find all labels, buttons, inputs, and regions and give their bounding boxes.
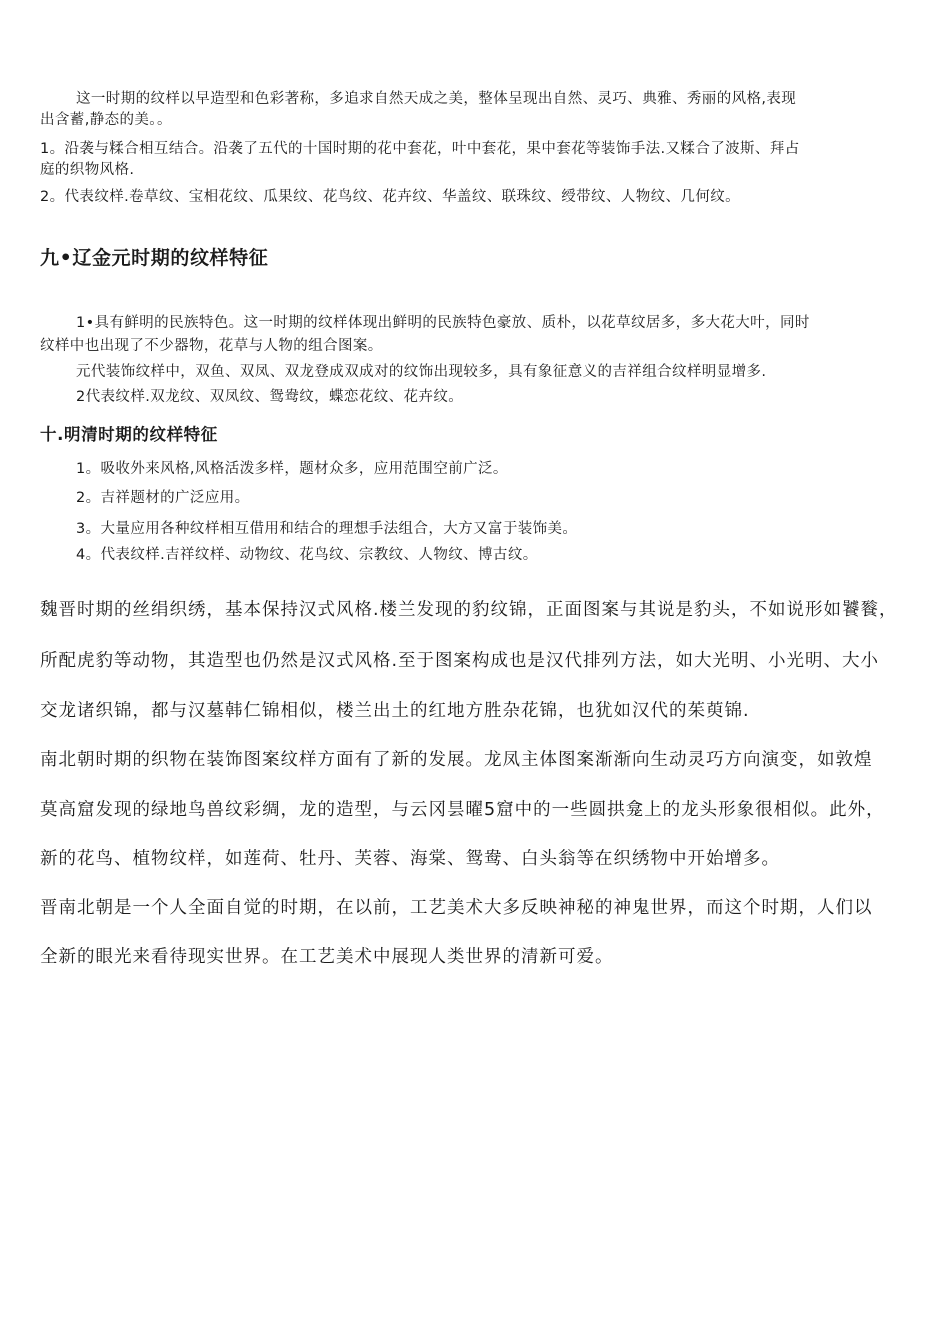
song-intro-line2: 出含蓄,静态的美。。 — [40, 112, 172, 128]
mingqing-item: 2。吉祥题材的广泛应用。 — [76, 490, 250, 506]
weijin-p2-line: 新的花鸟、植物纹样，如莲荷、牡丹、芙蓉、海棠、鸳鸯、白头翁等在织绣物中开始增多。 — [40, 849, 780, 869]
weijin-p3-line: 晋南北朝是一个人全面自觉的时期，在以前，工艺美术大多反映神秘的神鬼世界，而这个时期，人们以 — [40, 898, 873, 918]
song-item2: 2。代表纹样.卷草纹、宝相花纹、瓜果纹、花鸟纹、花卉纹、华盖纹、联珠纹、绶带纹、人物纹、几何纹。 — [40, 189, 741, 205]
song-item1-line2: 庭的织物风格. — [40, 162, 135, 178]
liao-item1-line2: 纹样中也出现了不少器物，花草与人物的组合图案。 — [40, 338, 383, 354]
weijin-p1-line: 魏晋时期的丝绢织绣，基本保持汉式风格.楼兰发现的豹纹锦，正面图案与其说是豹头，不如说形如饕餮， — [40, 600, 898, 620]
mingqing-heading: 十.明清时期的纹样特征 — [40, 425, 218, 444]
mingqing-item: 1。吸收外来风格,风格活泼多样，题材众多，应用范围空前广泛。 — [76, 461, 508, 477]
mingqing-item: 3。大量应用各种纹样相互借用和结合的理想手法组合，大方又富于装饰美。 — [76, 521, 578, 537]
weijin-p1-line: 交龙诸织锦，都与汉墓韩仁锦相似，楼兰出土的红地方胜杂花锦，也犹如汉代的茱萸锦. — [40, 701, 750, 721]
mingqing-item: 4。代表纹样.吉祥纹样、动物纹、花鸟纹、宗教纹、人物纹、博古纹。 — [76, 547, 538, 563]
song-item1-line1: 1。沿袭与糅合相互结合。沿袭了五代的十国时期的花中套花，叶中套花，果中套花等装饰手法.又糅合了波斯、拜占 — [40, 141, 800, 157]
weijin-p1-line: 所配虎豹等动物，其造型也仍然是汉式风格.至于图案构成也是汉代排列方法，如大光明、小光明、大小 — [40, 651, 880, 671]
weijin-p3-line: 全新的眼光来看待现实世界。在工艺美术中展现人类世界的清新可爱。 — [40, 947, 614, 967]
liao-item1-line1: 1•具有鲜明的民族特色。这一时期的纹样体现出鲜明的民族特色豪放、质朴，以花草纹居多，多大花大叶，同时 — [76, 315, 810, 331]
liao-heading: 九•辽金元时期的纹样特征 — [40, 247, 269, 269]
song-intro-line1: 这一时期的纹样以早造型和色彩著称，多追求自然天成之美，整体呈现出自然、灵巧、典雅、秀丽的风格,表现 — [76, 91, 797, 107]
liao-item2: 2代表纹样.双龙纹、双凤纹、鸳鸯纹，蝶恋花纹、花卉纹。 — [76, 389, 464, 405]
weijin-p2-line: 南北朝时期的织物在装饰图案纹样方面有了新的发展。龙凤主体图案渐渐向生动灵巧方向演变，如敦煌 — [40, 750, 873, 770]
liao-yuan-line: 元代装饰纹样中，双鱼、双凤、双龙登成双成对的纹饰出现较多，具有象征意义的吉祥组合纹样明显增多. — [76, 364, 767, 380]
weijin-p2-line: 莫高窟发现的绿地鸟兽纹彩绸，龙的造型，与云冈昙曜5窟中的一些圆拱龛上的龙头形象很相似。此外， — [40, 800, 885, 820]
